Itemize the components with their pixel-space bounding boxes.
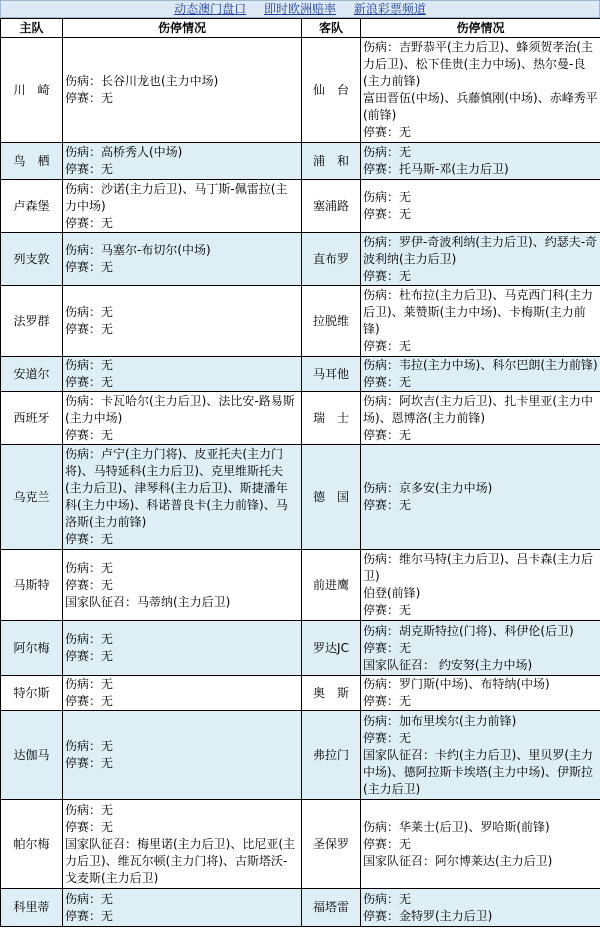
away-injury-info bbox=[361, 143, 600, 180]
home-team: 川 崎 bbox=[1, 38, 63, 143]
header-home-info: 伤停情况 bbox=[63, 19, 302, 38]
info-line: 伤病：罗门斯(中场)、布特纳(中场) bbox=[363, 677, 550, 691]
away-team: 圣保罗 bbox=[302, 800, 361, 889]
table-row bbox=[1, 286, 600, 357]
home-injury-info bbox=[63, 357, 302, 392]
info-line: 停赛：无 bbox=[363, 730, 412, 745]
info-line: 停赛：无 bbox=[65, 756, 114, 770]
info-line: 伤病：阿坎吉(主力后卫)、扎卡里亚(主力中场)、恩博洛(主力前锋) bbox=[363, 393, 594, 425]
table-row bbox=[1, 800, 600, 889]
info-line: 伤病：韦拉(主力中场)、科尔巴朗(主力前锋) bbox=[363, 358, 598, 372]
away-team: 奥 斯 bbox=[302, 676, 361, 711]
info-line: 伤病：无 bbox=[363, 145, 412, 159]
info-line: 停赛：无 bbox=[65, 532, 114, 546]
info-line: 国家队征召： 约安努(主力中场) bbox=[363, 657, 533, 672]
info-line: 国家队征召：卡约(主力后卫)、里贝罗(主力中场)、德阿拉斯卡埃塔(主力中场)、伊斯拉(主力后卫) bbox=[363, 747, 594, 796]
home-team: 列支敦 bbox=[1, 233, 63, 286]
table-row bbox=[1, 143, 600, 180]
info-line: 伤病：维尔马特(主力后卫)、吕卡森(主力后卫) bbox=[363, 552, 594, 583]
table-row bbox=[1, 711, 600, 800]
home-team: 乌克兰 bbox=[1, 445, 63, 550]
home-injury-info bbox=[63, 392, 302, 445]
home-injury-info bbox=[63, 143, 302, 180]
home-injury-info bbox=[63, 38, 302, 143]
table-row bbox=[1, 621, 600, 676]
info-line: 停赛：无 bbox=[363, 427, 412, 442]
info-line: 伤病：无 bbox=[65, 891, 114, 906]
info-line: 停赛：无 bbox=[65, 427, 114, 442]
header-home: 主队 bbox=[1, 19, 63, 38]
info-line: 伤病：无 bbox=[65, 560, 114, 575]
info-line: 停赛：托马斯-邓(主力后卫) bbox=[363, 162, 509, 176]
info-line: 国家队征召：马蒂纳(主力后卫) bbox=[65, 594, 231, 609]
away-team: 罗达JC bbox=[302, 621, 361, 676]
home-team: 鸟 栖 bbox=[1, 143, 63, 180]
info-line: 伤病：高桥秀人(中场) bbox=[65, 145, 183, 159]
away-injury-info bbox=[361, 711, 600, 800]
table-row bbox=[1, 38, 600, 143]
info-line: 伤病：吉野恭平(主力后卫)、蜂须贺孝治(主力后卫)、松下佳贵(主力中场)、热尔曼-良(主力前锋) bbox=[363, 40, 594, 88]
home-team: 卢森堡 bbox=[1, 180, 63, 233]
home-injury-info bbox=[63, 889, 302, 927]
home-injury-info bbox=[63, 800, 302, 889]
info-line: 伤病：无 bbox=[65, 739, 114, 753]
info-line: 国家队征召：阿尔博莱达(主力后卫) bbox=[363, 853, 553, 868]
away-injury-info bbox=[361, 621, 600, 676]
info-line: 停赛：无 bbox=[363, 836, 412, 851]
top-links-bar bbox=[0, 0, 600, 18]
away-team: 塞浦路 bbox=[302, 180, 361, 233]
header-away-info: 伤停情况 bbox=[361, 19, 600, 38]
away-injury-info bbox=[361, 233, 600, 286]
home-injury-info bbox=[63, 711, 302, 800]
home-team: 安道尔 bbox=[1, 357, 63, 392]
home-team: 法罗群 bbox=[1, 286, 63, 357]
table-row bbox=[1, 357, 600, 392]
table-row bbox=[1, 180, 600, 233]
link-macau-odds[interactable]: 动态澳门盘口 bbox=[174, 2, 247, 16]
home-team: 帕尔梅 bbox=[1, 800, 63, 889]
info-line: 伤病：杜布拉(主力后卫)、马克西门科(主力后卫)、莱赞斯(主力中场)、卡梅斯(主力前锋) bbox=[363, 288, 594, 336]
away-team: 前进鹰 bbox=[302, 550, 361, 621]
home-team: 西班牙 bbox=[1, 392, 63, 445]
info-line: 伤病：长谷川龙也(主力中场) bbox=[65, 74, 219, 88]
info-line: 国家队征召：梅里诺(主力后卫)、比尼亚(主力后卫)、维瓦尔顿(主力门将)、古斯塔沃-戈麦斯(主力后卫) bbox=[65, 836, 296, 885]
away-team: 直布罗 bbox=[302, 233, 361, 286]
info-line: 伤病：胡克斯特拉(门将)、科伊伦(后卫) bbox=[363, 623, 574, 638]
away-team: 浦 和 bbox=[302, 143, 361, 180]
home-injury-info bbox=[63, 445, 302, 550]
home-team: 阿尔梅 bbox=[1, 621, 63, 676]
info-line: 伤病：马塞尔-布切尔(中场) bbox=[65, 243, 211, 257]
home-injury-info bbox=[63, 676, 302, 711]
away-injury-info bbox=[361, 392, 600, 445]
home-injury-info bbox=[63, 621, 302, 676]
info-line: 伤病：无 bbox=[65, 358, 114, 372]
link-sina-lottery[interactable]: 新浪彩票频道 bbox=[353, 2, 426, 16]
info-line: 停赛：无 bbox=[65, 215, 114, 230]
info-line: 停赛：无 bbox=[363, 498, 412, 512]
away-team: 弗拉门 bbox=[302, 711, 361, 800]
info-line: 停赛：无 bbox=[65, 91, 114, 105]
info-line: 伤病：京多安(主力中场) bbox=[363, 481, 493, 495]
away-injury-info bbox=[361, 286, 600, 357]
table-row bbox=[1, 233, 600, 286]
info-line: 停赛：无 bbox=[65, 322, 114, 336]
info-line: 停赛：无 bbox=[363, 640, 412, 655]
home-team: 特尔斯 bbox=[1, 676, 63, 711]
home-team: 马斯特 bbox=[1, 550, 63, 621]
info-line: 伤病：罗伊-奇波利纳(主力后卫)、约瑟夫-奇波利纳(主力后卫) bbox=[363, 234, 598, 266]
info-line: 停赛：无 bbox=[65, 819, 114, 834]
table-header-row bbox=[1, 19, 600, 38]
away-team: 瑞 士 bbox=[302, 392, 361, 445]
info-line: 停赛：无 bbox=[363, 694, 412, 708]
away-injury-info bbox=[361, 676, 600, 711]
info-line: 伤病：无 bbox=[65, 305, 114, 319]
info-line: 停赛：无 bbox=[363, 268, 412, 283]
away-injury-info bbox=[361, 800, 600, 889]
info-line: 伤病：卢宁(主力门将)、皮亚托夫(主力门将)、马特延科(主力后卫)、克里维斯托夫(主力后卫)、津琴科(主力后卫)、斯捷潘年科(主力中场)、科诺普良卡(主力前锋)、马洛斯(主力前锋) bbox=[65, 447, 288, 529]
home-injury-info bbox=[63, 550, 302, 621]
table-row bbox=[1, 392, 600, 445]
home-injury-info bbox=[63, 286, 302, 357]
info-line: 停赛：无 bbox=[363, 603, 412, 617]
injury-table bbox=[0, 18, 600, 927]
info-line: 富田晋伍(中场)、兵藤慎刚(中场)、赤峰秀平(前锋) bbox=[363, 91, 598, 122]
table-row bbox=[1, 889, 600, 927]
info-line: 伤病：华莱士(后卫)、罗哈斯(前锋) bbox=[363, 819, 550, 834]
away-injury-info bbox=[361, 889, 600, 927]
away-team: 仙 台 bbox=[302, 38, 361, 143]
info-line: 停赛：无 bbox=[65, 162, 114, 176]
away-injury-info bbox=[361, 550, 600, 621]
info-line: 停赛：无 bbox=[65, 694, 114, 708]
info-line: 伯登(前锋) bbox=[363, 586, 421, 600]
info-line: 伤病：无 bbox=[65, 677, 114, 691]
table-body bbox=[1, 38, 600, 927]
info-line: 停赛：无 bbox=[65, 908, 114, 923]
away-team: 福塔雷 bbox=[302, 889, 361, 927]
info-line: 停赛：无 bbox=[65, 577, 114, 592]
info-line: 停赛：金特罗(主力后卫) bbox=[363, 908, 493, 923]
away-injury-info bbox=[361, 38, 600, 143]
table-row bbox=[1, 550, 600, 621]
info-line: 伤病：无 bbox=[65, 802, 114, 817]
info-line: 停赛：无 bbox=[65, 375, 114, 389]
info-line: 伤病：卡瓦哈尔(主力后卫)、法比安-路易斯(主力中场) bbox=[65, 393, 295, 425]
away-injury-info bbox=[361, 180, 600, 233]
away-team: 德 国 bbox=[302, 445, 361, 550]
link-european-odds[interactable]: 即时欧洲赔率 bbox=[263, 2, 336, 16]
info-line: 停赛：无 bbox=[363, 207, 412, 221]
info-line: 停赛：无 bbox=[363, 339, 412, 353]
info-line: 停赛：无 bbox=[65, 260, 114, 274]
home-team: 达伽马 bbox=[1, 711, 63, 800]
home-injury-info bbox=[63, 233, 302, 286]
info-line: 停赛：无 bbox=[65, 649, 114, 663]
info-line: 伤病：无 bbox=[363, 891, 412, 906]
table-row bbox=[1, 445, 600, 550]
info-line: 伤病：无 bbox=[65, 632, 114, 646]
info-line: 停赛：无 bbox=[363, 375, 412, 389]
home-injury-info bbox=[63, 180, 302, 233]
away-team: 马耳他 bbox=[302, 357, 361, 392]
info-line: 伤病：无 bbox=[363, 190, 412, 204]
info-line: 伤病：沙诺(主力后卫)、马丁斯-佩雷拉(主力中场) bbox=[65, 181, 288, 213]
home-team: 科里蒂 bbox=[1, 889, 63, 927]
table-row bbox=[1, 676, 600, 711]
header-away: 客队 bbox=[302, 19, 361, 38]
away-injury-info bbox=[361, 357, 600, 392]
away-injury-info bbox=[361, 445, 600, 550]
info-line: 停赛：无 bbox=[363, 125, 412, 139]
away-team: 拉脱维 bbox=[302, 286, 361, 357]
info-line: 伤病：加布里埃尔(主力前锋) bbox=[363, 713, 517, 728]
